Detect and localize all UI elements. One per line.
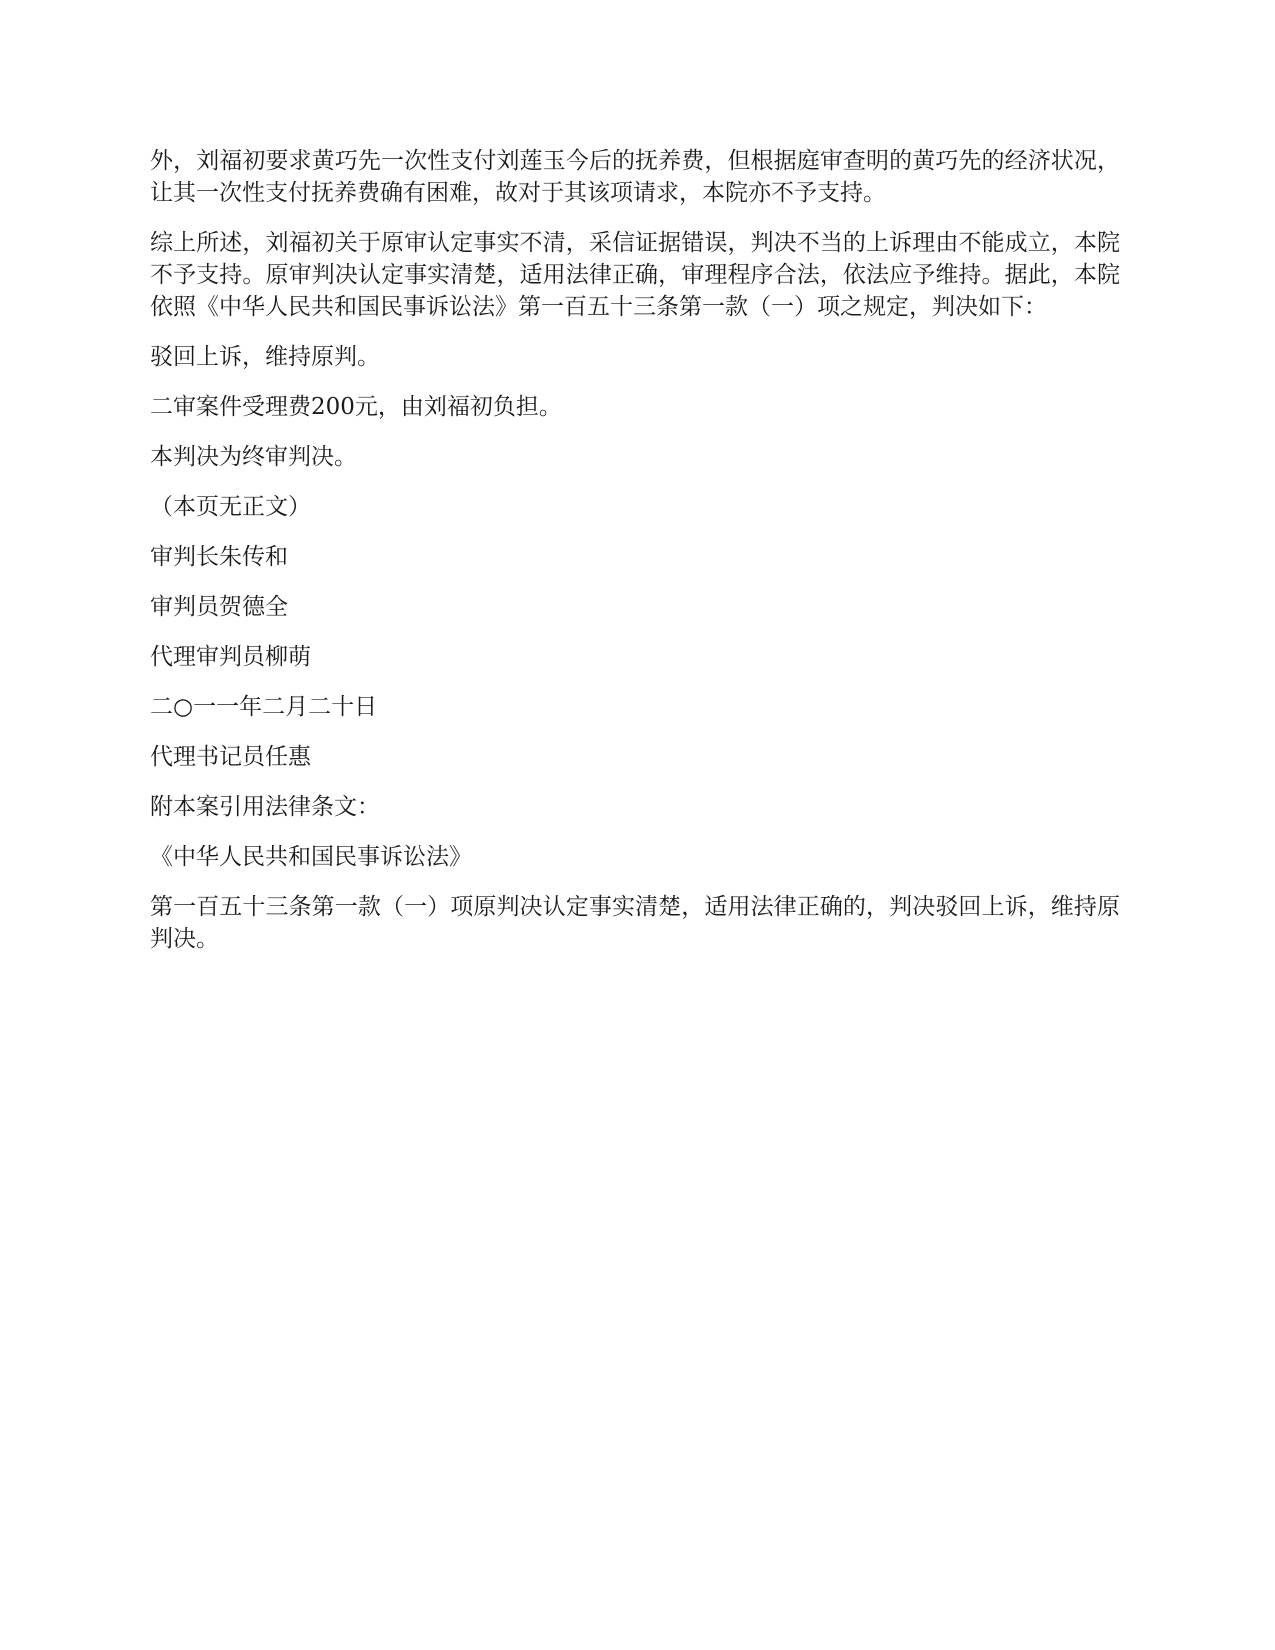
- appendix-heading: 附本案引用法律条文：: [150, 794, 380, 820]
- judge: 审判员贺德全: [150, 594, 288, 620]
- cited-law-article: 第一百五十三条第一款（一）项原判决认定事实清楚，适用法律正确的，判决驳回上诉，维持原判决。: [150, 894, 1120, 952]
- judgment-date: 二○一一年二月二十日: [150, 694, 378, 720]
- document-body: [150, 145, 1120, 973]
- paragraph-maintenance-claim: 外，刘福初要求黄巧先一次性支付刘莲玉今后的抚养费，但根据庭审查明的黄巧先的经济状况，让其一次性支付抚养费确有困难，故对于其该项请求，本院亦不予支持。: [150, 148, 1120, 206]
- cited-law-title: 《中华人民共和国民事诉讼法》: [150, 844, 472, 870]
- acting-judge: 代理审判员柳萌: [150, 644, 311, 670]
- paragraph-no-text-note: （本页无正文）: [150, 494, 311, 520]
- paragraph-ruling: 驳回上诉，维持原判。: [150, 344, 380, 370]
- paragraph-final-judgment: 本判决为终审判决。: [150, 444, 357, 470]
- paragraph-court-fee: 二审案件受理费200元，由刘福初负担。: [150, 394, 562, 420]
- presiding-judge: 审判长朱传和: [150, 544, 288, 570]
- paragraph-conclusion: 综上所述，刘福初关于原审认定事实不清，采信证据错误，判决不当的上诉理由不能成立，本院不予支持。原审判决认定事实清楚，适用法律正确，审理程序合法，依法应予维持。据此，本院依照《中华人民共和国民事诉讼法》第一百五十三条第一款（一）项之规定，判决如下：: [150, 230, 1120, 320]
- acting-clerk: 代理书记员任惠: [150, 744, 311, 770]
